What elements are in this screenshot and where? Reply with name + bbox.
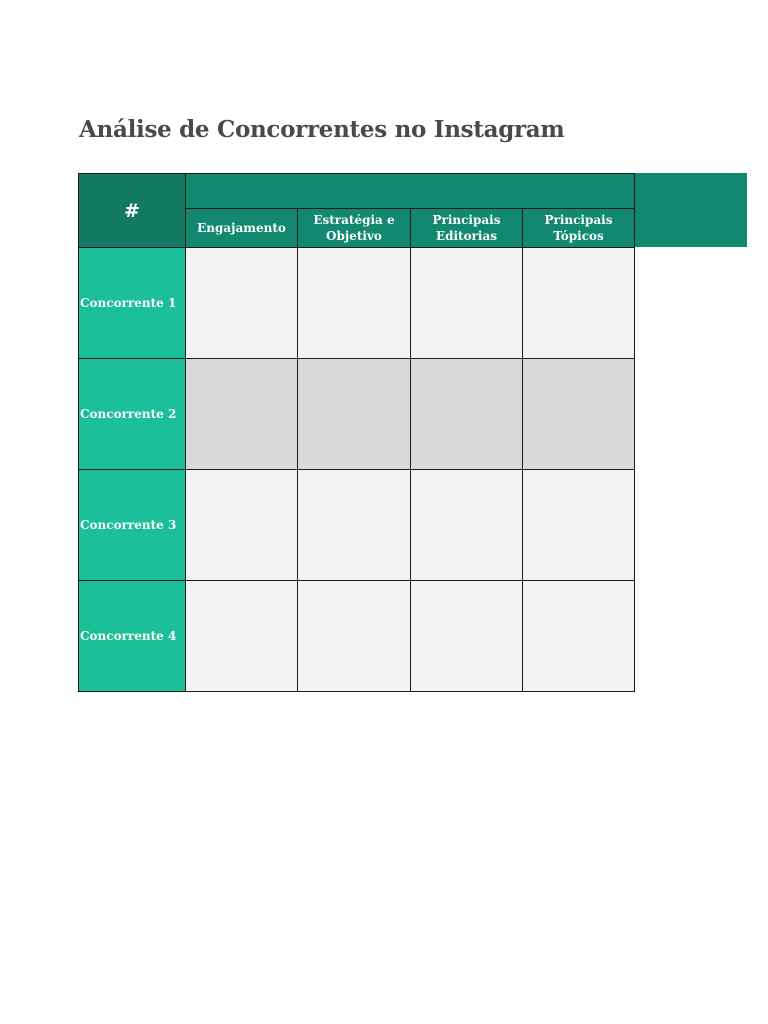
table-cell[interactable] bbox=[411, 248, 523, 359]
corner-header: # bbox=[79, 174, 186, 248]
row-header-concorrente-4: Concorrente 4 bbox=[79, 581, 186, 692]
table-cell[interactable] bbox=[523, 470, 635, 581]
table-cell[interactable] bbox=[298, 248, 411, 359]
column-header-editorias: Principais Editorias bbox=[411, 209, 523, 248]
column-header-estrategia: Estratégia e Objetivo bbox=[298, 209, 411, 248]
table-cell[interactable] bbox=[298, 470, 411, 581]
table-cell[interactable] bbox=[298, 581, 411, 692]
group-header bbox=[186, 174, 635, 209]
table-cell[interactable] bbox=[411, 470, 523, 581]
row-header-concorrente-3: Concorrente 3 bbox=[79, 470, 186, 581]
row-header-concorrente-2: Concorrente 2 bbox=[79, 359, 186, 470]
competitor-table bbox=[78, 173, 635, 692]
table-cell[interactable] bbox=[186, 470, 298, 581]
table-cell[interactable] bbox=[186, 248, 298, 359]
header-band bbox=[634, 173, 747, 247]
page-title: Análise de Concorrentes no Instagram bbox=[79, 116, 565, 143]
table-cell[interactable] bbox=[411, 581, 523, 692]
table-cell[interactable] bbox=[186, 581, 298, 692]
table-cell[interactable] bbox=[523, 581, 635, 692]
column-header-engajamento: Engajamento bbox=[186, 209, 298, 248]
table-cell[interactable] bbox=[186, 359, 298, 470]
column-header-topicos: Principais Tópicos bbox=[523, 209, 635, 248]
table-cell[interactable] bbox=[523, 359, 635, 470]
row-header-concorrente-1: Concorrente 1 bbox=[79, 248, 186, 359]
table-cell[interactable] bbox=[411, 359, 523, 470]
table-cell[interactable] bbox=[523, 248, 635, 359]
table-cell[interactable] bbox=[298, 359, 411, 470]
